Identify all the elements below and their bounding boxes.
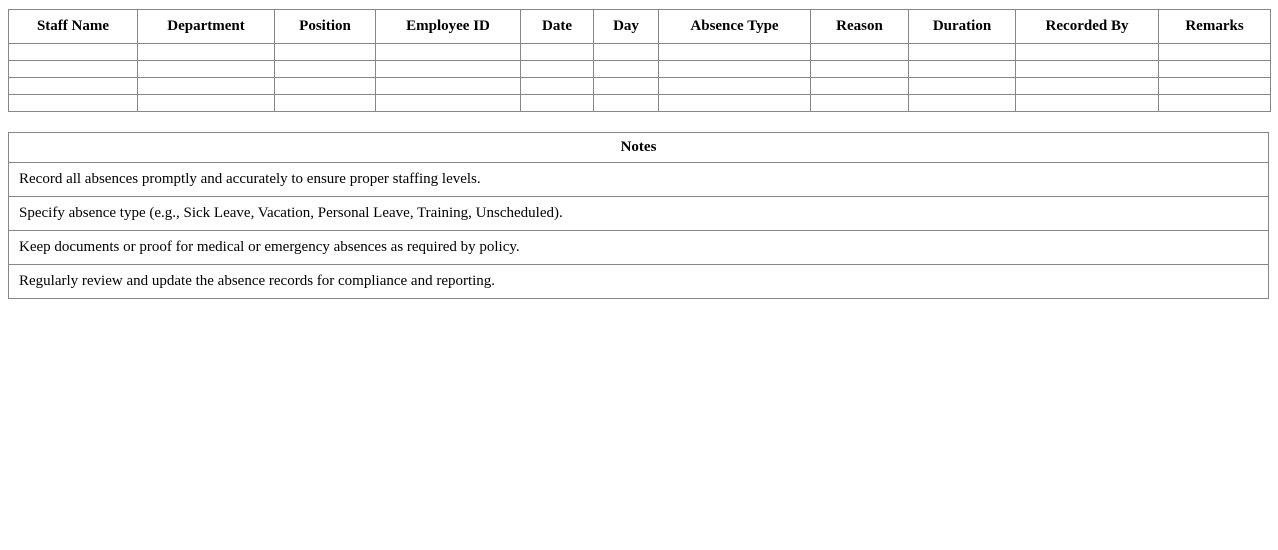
note-row (9, 197, 1269, 231)
absence-cell[interactable] (659, 44, 811, 61)
absence-cell[interactable] (521, 78, 594, 95)
notes-title: Notes (9, 133, 1269, 163)
absence-cell[interactable] (659, 78, 811, 95)
table-row (9, 95, 1271, 112)
absence-cell[interactable] (659, 95, 811, 112)
absence-cell[interactable] (376, 78, 521, 95)
absence-cell[interactable] (9, 61, 138, 78)
absence-cell[interactable] (811, 78, 909, 95)
absence-table-header-row (9, 10, 1271, 44)
absence-cell[interactable] (909, 61, 1016, 78)
absence-cell[interactable] (1159, 61, 1271, 78)
absence-cell[interactable] (376, 44, 521, 61)
absence-cell[interactable] (521, 95, 594, 112)
absence-cell[interactable] (909, 95, 1016, 112)
notes-table (8, 132, 1269, 299)
column-header-department: Department (138, 10, 275, 44)
absence-cell[interactable] (1159, 78, 1271, 95)
column-header-duration: Duration (909, 10, 1016, 44)
absence-cell[interactable] (138, 78, 275, 95)
absence-cell[interactable] (275, 44, 376, 61)
table-row (9, 44, 1271, 61)
column-header-absence-type: Absence Type (659, 10, 811, 44)
absence-cell[interactable] (9, 78, 138, 95)
note-row (9, 163, 1269, 197)
table-row (9, 61, 1271, 78)
absence-cell[interactable] (1016, 78, 1159, 95)
table-row (9, 78, 1271, 95)
absence-cell[interactable] (594, 95, 659, 112)
absence-cell[interactable] (138, 44, 275, 61)
absence-cell[interactable] (594, 61, 659, 78)
note-item: Keep documents or proof for medical or emergency absences as required by policy. (9, 231, 1269, 265)
absence-cell[interactable] (811, 95, 909, 112)
absence-cell[interactable] (811, 61, 909, 78)
absence-cell[interactable] (594, 78, 659, 95)
absence-cell[interactable] (594, 44, 659, 61)
absence-cell[interactable] (1016, 61, 1159, 78)
absence-cell[interactable] (138, 95, 275, 112)
absence-cell[interactable] (909, 44, 1016, 61)
absence-cell[interactable] (659, 61, 811, 78)
note-item: Regularly review and update the absence records for compliance and reporting. (9, 265, 1269, 299)
absence-table-body (9, 44, 1271, 112)
absence-cell[interactable] (376, 61, 521, 78)
absence-cell[interactable] (1159, 44, 1271, 61)
absence-cell[interactable] (9, 44, 138, 61)
column-header-position: Position (275, 10, 376, 44)
absence-cell[interactable] (275, 95, 376, 112)
absence-record-table (8, 9, 1271, 112)
column-header-remarks: Remarks (1159, 10, 1271, 44)
column-header-staff-name: Staff Name (9, 10, 138, 44)
absence-cell[interactable] (376, 95, 521, 112)
absence-cell[interactable] (1016, 95, 1159, 112)
absence-cell[interactable] (521, 44, 594, 61)
absence-cell[interactable] (9, 95, 138, 112)
note-item: Specify absence type (e.g., Sick Leave, Vacation, Personal Leave, Training, Unscheduled). (9, 197, 1269, 231)
absence-cell[interactable] (909, 78, 1016, 95)
absence-cell[interactable] (811, 44, 909, 61)
absence-cell[interactable] (275, 61, 376, 78)
column-header-employee-id: Employee ID (376, 10, 521, 44)
absence-cell[interactable] (521, 61, 594, 78)
note-row (9, 231, 1269, 265)
note-row (9, 265, 1269, 299)
absence-cell[interactable] (1016, 44, 1159, 61)
absence-cell[interactable] (1159, 95, 1271, 112)
absence-cell[interactable] (275, 78, 376, 95)
column-header-reason: Reason (811, 10, 909, 44)
note-item: Record all absences promptly and accurately to ensure proper staffing levels. (9, 163, 1269, 197)
column-header-recorded-by: Recorded By (1016, 10, 1159, 44)
column-header-day: Day (594, 10, 659, 44)
column-header-date: Date (521, 10, 594, 44)
absence-cell[interactable] (138, 61, 275, 78)
